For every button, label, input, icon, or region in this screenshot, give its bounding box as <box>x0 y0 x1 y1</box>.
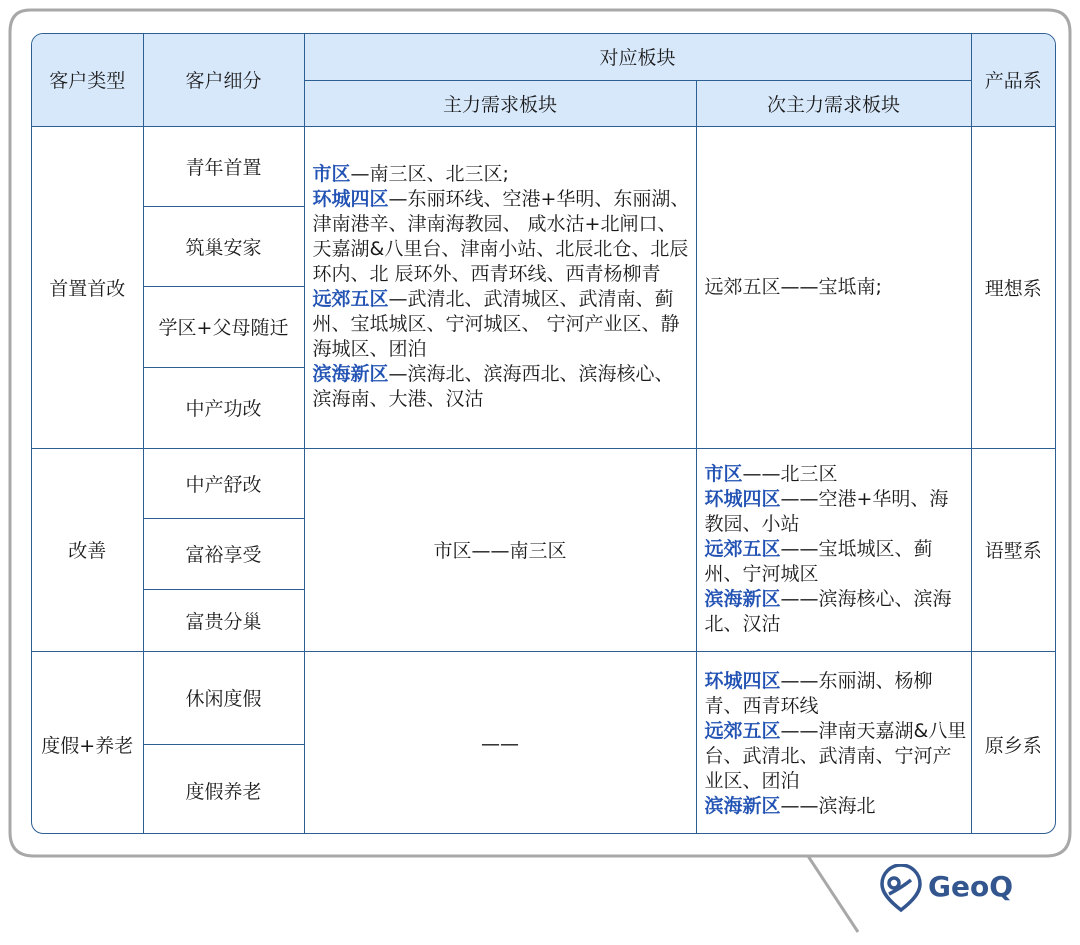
region-areas: 空港+华明、海教园、小站 <box>704 488 949 535</box>
separator: —— <box>780 538 819 560</box>
product-line-cell: 理想系 <box>971 126 1055 448</box>
separator: — <box>388 363 408 385</box>
region-label: 远郊五区 <box>704 720 781 743</box>
region-label: 滨海新区 <box>704 588 781 610</box>
customer-type-cell: 改善 <box>32 448 143 651</box>
sub-demand-cell <box>696 448 971 651</box>
region-label: 环城四区 <box>704 488 781 510</box>
segment-cell: 青年首置 <box>143 126 304 206</box>
region-areas: 滨海北 <box>818 795 876 818</box>
region-label: 环城四区 <box>312 188 389 210</box>
region-areas: 津南天嘉湖&八里台、武清北、武清南、宁河产业区、团泊 <box>704 720 967 793</box>
header-main-demand: 主力需求板块 <box>304 80 696 126</box>
region-label: 环城四区 <box>704 670 781 693</box>
separator: —— <box>742 463 781 485</box>
region-label: 市区 <box>312 163 351 185</box>
header-customer-type: 客户类型 <box>32 34 143 126</box>
sub-demand-cell <box>696 651 971 834</box>
region-label: 市区 <box>704 463 743 485</box>
region-areas: 南三区、北三区; <box>369 163 509 185</box>
segment-cell: 中产功改 <box>143 367 304 448</box>
region-areas: 北三区 <box>780 463 838 485</box>
region-label: 滨海新区 <box>704 795 781 818</box>
product-line-cell: 原乡系 <box>971 651 1055 834</box>
customer-type-cell: 度假+养老 <box>32 651 143 834</box>
region-label: 滨海新区 <box>312 363 389 385</box>
sub-demand-cell: 远郊五区——宝坻南; <box>696 126 971 448</box>
product-line-cell: 语墅系 <box>971 448 1055 651</box>
separator: — <box>350 163 370 185</box>
separator: — <box>388 188 408 210</box>
segment-cell: 度假养老 <box>143 744 304 834</box>
separator: —— <box>780 670 819 693</box>
separator: —— <box>780 488 819 510</box>
region-areas: 东丽湖、杨柳青、西青环线 <box>704 670 933 718</box>
separator: —— <box>780 588 819 610</box>
region-areas: 宝坻城区、蓟州、宁河城区 <box>704 538 933 585</box>
segment-cell: 富贵分巢 <box>143 589 304 651</box>
main-demand-cell: —— <box>304 651 696 834</box>
region-label: 远郊五区 <box>312 288 389 310</box>
separator: —— <box>780 795 819 818</box>
segment-cell: 富裕享受 <box>143 518 304 589</box>
header-customer-segment: 客户细分 <box>143 34 304 126</box>
segment-cell: 休闲度假 <box>143 651 304 744</box>
segment-cell: 筑巢安家 <box>143 206 304 286</box>
region-areas: 滨海北、滨海西北、滨海核心、滨海南、大港、汉沽 <box>312 363 674 410</box>
header-product-line: 产品系 <box>971 34 1055 126</box>
customer-type-cell: 首置首改 <box>32 126 143 448</box>
separator: — <box>388 288 408 310</box>
region-areas: 东丽环线、空港+华明、东丽湖、津南港辛、津南海教园、 咸水沽+北闸口、天嘉湖&八里台、津南小站、北辰北仓、北辰环内、北 辰环外、西青环线、西青杨柳青 <box>312 188 690 285</box>
segment-cell: 中产舒改 <box>143 448 304 518</box>
segment-cell: 学区+父母随迁 <box>143 286 304 367</box>
main-demand-cell <box>304 126 696 448</box>
region-areas: 滨海核心、滨海北、汉沽 <box>704 588 952 635</box>
header-sub-demand: 次主力需求板块 <box>696 80 971 126</box>
header-corresponding-sector: 对应板块 <box>304 34 971 80</box>
separator: —— <box>780 720 819 743</box>
region-label: 远郊五区 <box>704 538 781 560</box>
main-demand-cell: 市区——南三区 <box>304 448 696 651</box>
region-areas: 武清北、武清城区、武清南、蓟州、宝坻城区、宁河城区、 宁河产业区、静海城区、团泊 <box>312 288 680 360</box>
sector-table <box>31 33 1056 834</box>
logo-wordmark: GeoQ <box>928 870 1014 903</box>
